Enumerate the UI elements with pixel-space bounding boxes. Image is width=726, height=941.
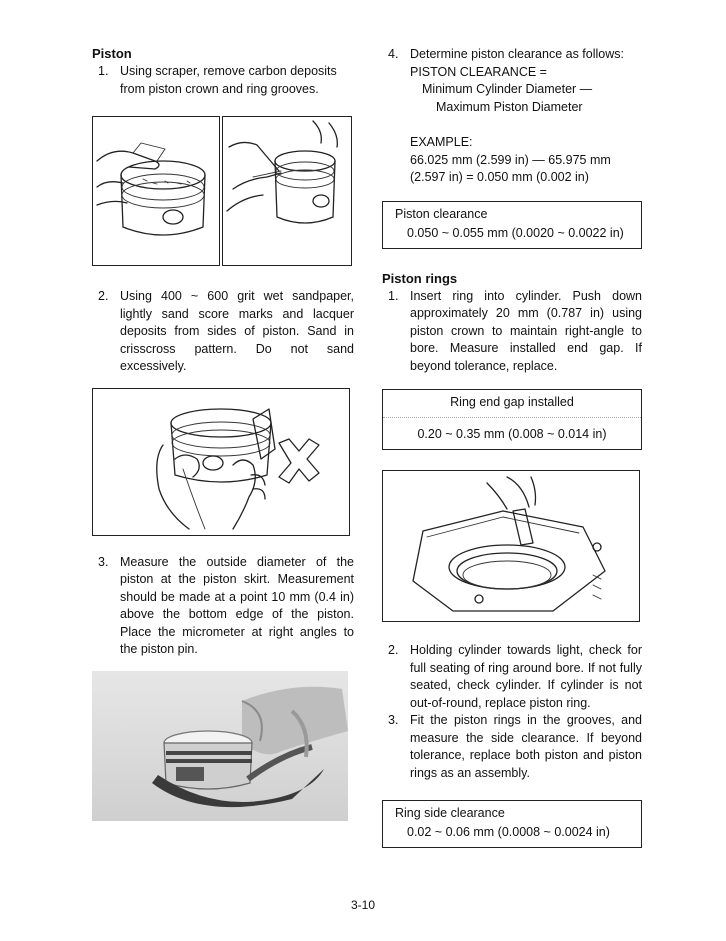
step-text: Measure the outside diameter of the piston at the piston skirt. Measurement should be made at a point 10 mm (0.4 in) above the bottom edge of the piston. Place the micrometer at right angles to the piston pin. xyxy=(120,554,354,656)
left-column xyxy=(92,46,354,821)
step-text: Insert ring into cylinder. Push down approximately 20 mm (0.787 in) using piston crown to maintain right-angle to bore. Measure installed end gap. If beyond tolerance, replace. xyxy=(410,288,642,373)
section-heading-piston: Piston xyxy=(92,46,132,61)
piston-step-1 xyxy=(92,63,354,98)
step-number: 2. xyxy=(388,643,399,657)
spec-value: 0.050 ~ 0.055 mm (0.0020 ~ 0.0022 in) xyxy=(407,225,624,240)
step-number: 4. xyxy=(388,47,399,61)
example-line-2: (2.597 in) = 0.050 mm (0.002 in) xyxy=(410,170,589,184)
formula-line-1: Minimum Cylinder Diameter — xyxy=(422,82,593,96)
figure-ring-in-cylinder xyxy=(382,470,640,622)
step-text: Fit the piston rings in the grooves, and measure the side clearance. If beyond tolerance, replace both piston and piston rings as an assembly. xyxy=(410,713,642,780)
step-text: Holding cylinder towards light, check for full seating of ring around bore. If not fully seated, check cylinder. If cylinder is not out-of-round, replace piston ring. xyxy=(410,643,642,710)
spec-label: Ring side clearance xyxy=(395,806,505,820)
rings-step-2 xyxy=(382,642,642,712)
rings-step-3 xyxy=(382,712,642,782)
step-text: Determine piston clearance as follows: xyxy=(410,47,624,61)
formula-line-2: Maximum Piston Diameter xyxy=(436,99,583,114)
piston-step-3 xyxy=(92,554,354,659)
figure-panel-scraper-crown xyxy=(92,116,220,266)
scraper-crown-illustration xyxy=(93,117,219,265)
spec-value: 0.02 ~ 0.06 mm (0.0008 ~ 0.0024 in) xyxy=(407,825,610,839)
figure-panel-scraper-grooves xyxy=(222,116,352,266)
sanding-illustration xyxy=(93,389,349,535)
right-column xyxy=(382,46,642,848)
spec-value: 0.20 ~ 0.35 mm (0.008 ~ 0.014 in) xyxy=(417,427,607,441)
example-label: EXAMPLE: xyxy=(410,135,473,149)
spec-label: Piston clearance xyxy=(395,206,488,221)
spec-box-ring-end-gap xyxy=(382,389,642,450)
formula-label: PISTON CLEARANCE = xyxy=(410,64,547,79)
step-number: 3. xyxy=(98,554,109,569)
micrometer-photo-rendering xyxy=(92,671,348,821)
piston-step-4 xyxy=(382,46,642,64)
example-line-1: 66.025 mm (2.599 in) — 65.975 mm xyxy=(410,152,611,167)
ring-cylinder-illustration xyxy=(383,471,639,621)
rings-step-1 xyxy=(382,288,642,376)
photo-micrometer-piston xyxy=(92,671,348,821)
figure-sanding-piston xyxy=(92,388,350,536)
step-text: Using scraper, remove carbon deposits from piston crown and ring grooves. xyxy=(120,64,337,96)
page-number: 3-10 xyxy=(350,898,376,912)
spec-box-ring-side-clearance xyxy=(382,800,642,848)
step-number: 3. xyxy=(388,713,399,727)
step-number: 1. xyxy=(388,288,399,303)
step-number: 2. xyxy=(98,289,109,303)
piston-step-2 xyxy=(92,288,354,376)
scraper-grooves-illustration xyxy=(223,117,351,265)
figure-scraping-piston xyxy=(92,116,354,266)
spec-label: Ring end gap installed xyxy=(383,390,641,418)
section-heading-piston-rings: Piston rings xyxy=(382,270,458,286)
step-text: Using 400 ~ 600 grit wet sandpaper, lightly sand score marks and lacquer deposits from sides of piston. Sand in crisscross pattern. Do not sand excessively. xyxy=(120,289,354,373)
spec-box-piston-clearance xyxy=(382,201,642,249)
step-number: 1. xyxy=(98,64,109,78)
